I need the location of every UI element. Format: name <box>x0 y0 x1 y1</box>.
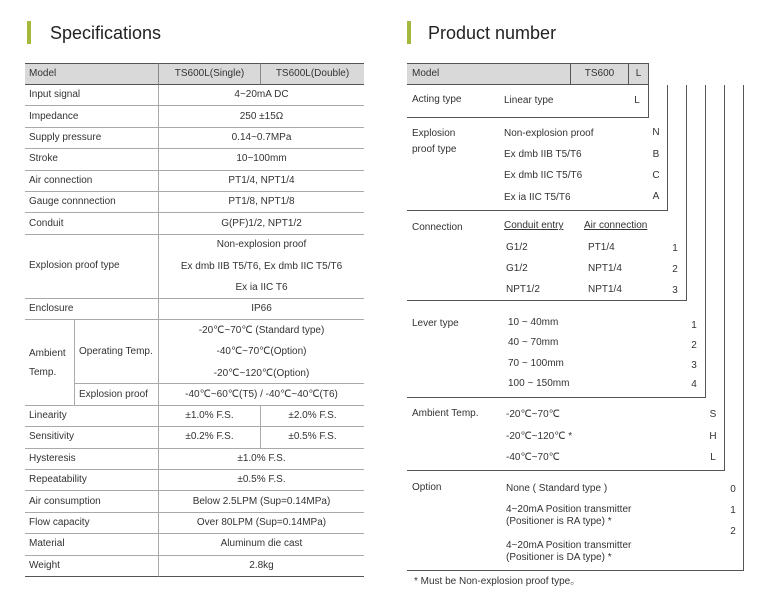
spec-header-model: Model <box>25 63 158 85</box>
ambient-temp-option: -20℃~120℃ * <box>506 431 573 442</box>
lever-type-divider <box>407 397 706 398</box>
spec-value-repeatability: ±0.5% F.S. <box>158 470 364 491</box>
connection-conduit: NPT1/2 <box>506 284 540 295</box>
spec-value-flow-capacity: Over 80LPM (Sup=0.14MPa) <box>158 513 364 534</box>
spec-label-operating-temp: Operating Temp. <box>74 320 158 384</box>
explosion-type-divider <box>407 210 668 211</box>
acting-type-rule <box>648 85 649 118</box>
ambient-label-line: Ambient <box>29 347 66 359</box>
explosion-type-rule <box>667 85 668 211</box>
explosion-type-line: Ex ia IIC T6 <box>235 282 288 294</box>
option-choice <box>506 540 631 564</box>
option-divider <box>407 570 744 571</box>
lever-type-option: 70 ~ 100mm <box>508 358 564 369</box>
spec-value-conduit: G(PF)1/2, NPT1/2 <box>158 213 364 234</box>
spec-label-material: Material <box>25 534 158 555</box>
ambient-temp-code: H <box>709 431 717 442</box>
connection-divider <box>407 300 687 301</box>
spec-label-sensitivity: Sensitivity <box>25 427 158 448</box>
spec-value-sensitivity-double: ±0.5% F.S. <box>260 427 364 448</box>
connection-conduit: G1/2 <box>506 263 528 274</box>
spec-value-impedance: 250 ±15Ω <box>158 106 364 127</box>
option-choice-line: 4~20mA Position transmitter <box>506 504 632 515</box>
spec-value-stroke: 10~100mm <box>158 149 364 170</box>
explosion-type-code: B <box>652 149 660 160</box>
option-choice <box>506 504 631 528</box>
spec-label-stroke: Stroke <box>25 149 158 170</box>
model-code-cell: L <box>628 64 649 84</box>
spec-label-gauge-connection: Gauge connnection <box>25 192 158 213</box>
spec-label-air-consumption: Air consumption <box>25 491 158 512</box>
ambient-temp-option: -20℃~70℃ <box>506 409 560 420</box>
explosion-type-line: Ex dmb IIB T5/T6, Ex dmb IIC T5/T6 <box>180 260 343 272</box>
option-choice: None ( Standard type ) <box>506 483 608 494</box>
spec-header-double: TS600L(Double) <box>260 63 364 85</box>
explosion-type-code: C <box>652 170 660 181</box>
conduit-entry-heading: Conduit entry <box>504 220 564 231</box>
connection-air: NPT1/4 <box>588 263 622 274</box>
ambient-temp-code: L <box>710 452 716 463</box>
spec-value-sensitivity-single: ±0.2% F.S. <box>158 427 260 448</box>
product-number-accent-bar <box>407 21 411 44</box>
option-choice-line: 4~20mA Position transmitter <box>506 540 632 551</box>
lever-type-label: Lever type <box>412 318 459 329</box>
lever-type-option: 10 ~ 40mm <box>508 317 559 328</box>
explosion-type-label-line: proof type <box>412 144 457 155</box>
connection-code: 2 <box>672 264 678 275</box>
option-rule <box>743 85 744 571</box>
explosion-type-option: Ex dmb IIC T5/T6 <box>504 170 583 181</box>
spec-value-explosion-proof-temp: -40℃~60℃(T5) / -40℃~40℃(T6) <box>158 384 364 405</box>
ambient-temp-code: S <box>709 409 717 420</box>
option-label: Option <box>412 482 442 493</box>
connection-code: 3 <box>672 285 678 296</box>
spec-header-single: TS600L(Single) <box>158 63 260 85</box>
connection-label: Connection <box>412 222 463 233</box>
acting-type-option: Linear type <box>504 95 554 106</box>
specifications-title: Specifications <box>50 23 162 43</box>
connection-conduit: G1/2 <box>506 242 528 253</box>
explosion-type-label-line: Explosion <box>412 128 456 139</box>
spec-value-operating-temp <box>158 320 364 384</box>
acting-type-label: Acting type <box>412 94 462 105</box>
explosion-type-line: Non-explosion proof <box>216 239 307 251</box>
explosion-type-option: Ex ia IIC T5/T6 <box>504 192 571 203</box>
option-choice-line: (Positioner is DA type) * <box>506 552 612 563</box>
spec-label-impedance: Impedance <box>25 106 158 127</box>
spec-label-explosion-proof-type: Explosion proof type <box>25 235 158 299</box>
spec-label-explosion-proof-temp: Explosion proof <box>74 384 158 405</box>
spec-value-air-connection: PT1/4, NPT1/4 <box>158 171 364 192</box>
spec-value-linearity-single: ±1.0% F.S. <box>158 406 260 427</box>
ambient-temp-rule <box>724 85 725 471</box>
ambient-temp-divider <box>407 470 725 471</box>
spec-value-enclosure: IP66 <box>158 299 364 320</box>
spec-value-gauge-connection: PT1/8, NPT1/8 <box>158 192 364 213</box>
lever-type-code: 1 <box>691 320 697 331</box>
spec-label-hysteresis: Hysteresis <box>25 449 158 470</box>
spec-value-weight: 2.8kg <box>158 556 364 577</box>
explosion-type-option: Non-explosion proof <box>504 128 594 139</box>
connection-rule <box>686 85 687 301</box>
lever-type-rule <box>705 85 706 398</box>
spec-value-material: Aluminum die cast <box>158 534 364 555</box>
spec-label-air-connection: Air connection <box>25 171 158 192</box>
spec-value-supply-pressure: 0.14~0.7MPa <box>158 128 364 149</box>
option-code: 0 <box>730 484 736 495</box>
option-code: 1 <box>730 505 736 516</box>
spec-label-conduit: Conduit <box>25 213 158 234</box>
specifications-table <box>25 63 364 577</box>
explosion-type-code: A <box>652 191 660 202</box>
acting-type-code: L <box>634 95 640 106</box>
connection-air: NPT1/4 <box>588 284 622 295</box>
lever-type-code: 3 <box>691 360 697 371</box>
connection-air: PT1/4 <box>588 242 615 253</box>
air-connection-heading: Air connection <box>584 220 648 231</box>
spec-value-input-signal: 4~20mA DC <box>158 85 364 106</box>
acting-type-divider <box>407 117 649 118</box>
spec-value-hysteresis: ±1.0% F.S. <box>158 449 364 470</box>
spec-label-ambient-temp <box>25 320 74 406</box>
option-choice-line: (Positioner is RA type) * <box>506 516 612 527</box>
option-code: 2 <box>730 526 736 537</box>
lever-type-option: 100 ~ 150mm <box>508 378 570 389</box>
spec-label-flow-capacity: Flow capacity <box>25 513 158 534</box>
spec-label-repeatability: Repeatability <box>25 470 158 491</box>
ambient-temp-label: Ambient Temp. <box>412 408 479 419</box>
spec-label-weight: Weight <box>25 556 158 577</box>
spec-value-air-consumption: Below 2.5LPM (Sup=0.14MPa) <box>158 491 364 512</box>
spec-label-supply-pressure: Supply pressure <box>25 128 158 149</box>
model-series-cell: TS600 <box>570 64 628 84</box>
lever-type-option: 40 ~ 70mm <box>508 337 559 348</box>
model-label: Model <box>412 68 440 79</box>
explosion-type-label <box>412 126 456 158</box>
explosion-type-code: N <box>652 127 660 138</box>
spec-value-explosion-proof-type <box>158 235 364 299</box>
operating-temp-line: -20℃~70℃ (Standard type) <box>198 324 325 336</box>
spec-label-input-signal: Input signal <box>25 85 158 106</box>
lever-type-code: 4 <box>691 379 697 390</box>
explosion-type-option: Ex dmb IIB T5/T6 <box>504 149 582 160</box>
lever-type-code: 2 <box>691 340 697 351</box>
ambient-label-line: Temp. <box>29 366 57 378</box>
connection-code: 1 <box>672 243 678 254</box>
operating-temp-line: -40℃~70℃(Option) <box>216 346 307 358</box>
ambient-temp-option: -40℃~70℃ <box>506 452 560 463</box>
specifications-accent-bar <box>27 21 31 44</box>
spec-label-enclosure: Enclosure <box>25 299 158 320</box>
spec-label-linearity: Linearity <box>25 406 158 427</box>
footnote: * Must be Non-explosion proof type。 <box>414 576 581 587</box>
product-number-title: Product number <box>428 23 557 43</box>
spec-value-linearity-double: ±2.0% F.S. <box>260 406 364 427</box>
product-number-model-row <box>407 63 649 85</box>
operating-temp-line: -20℃~120℃(Option) <box>213 367 310 379</box>
